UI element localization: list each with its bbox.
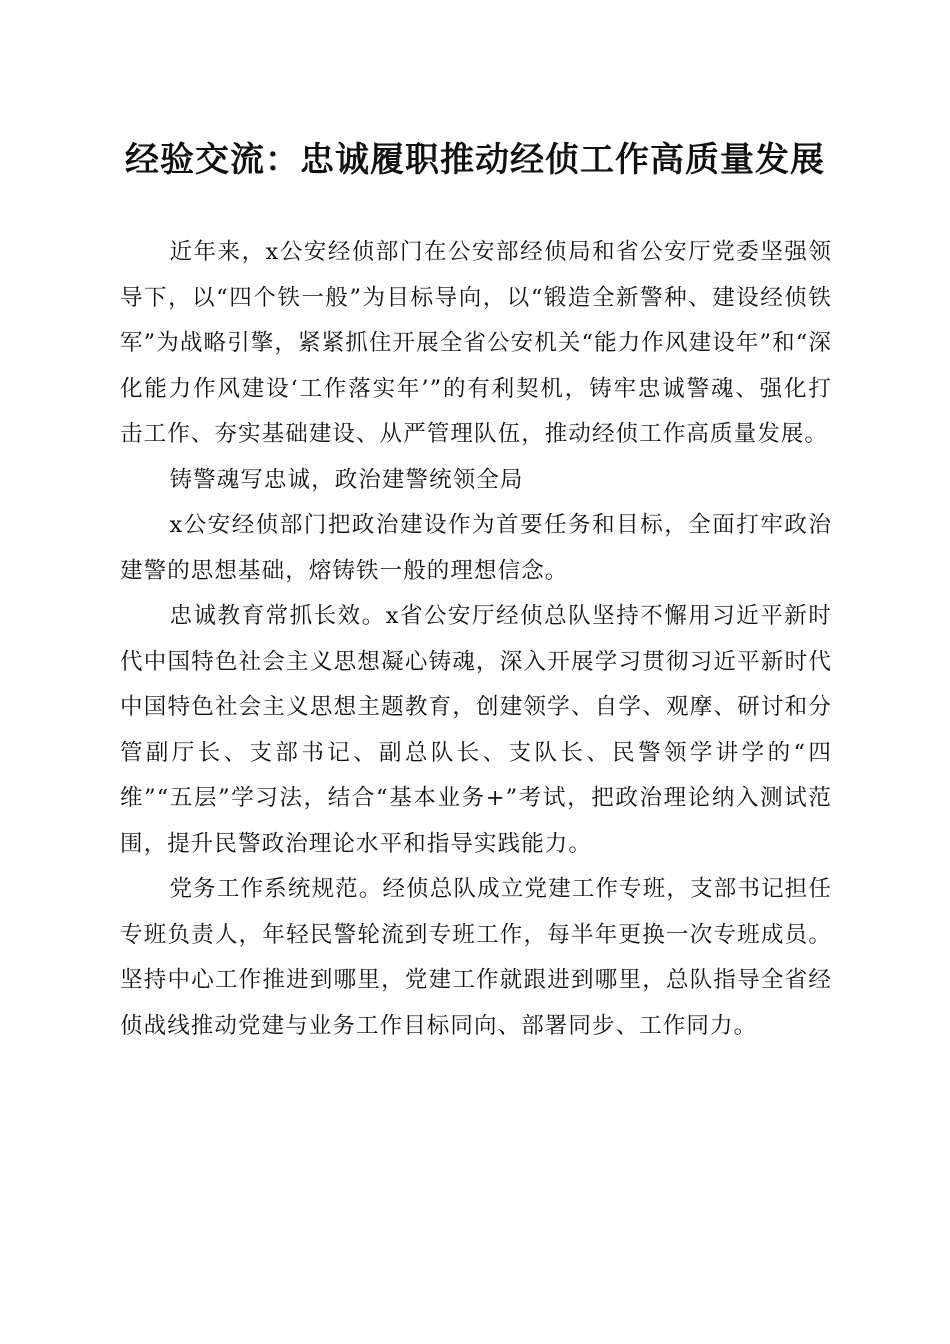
document-title: 经验交流：忠诚履职推动经侦工作高质量发展 [125, 140, 825, 180]
section-heading: 铸警魂写忠诚，政治建警统领全局 [169, 466, 524, 493]
intro-paragraph: 近年来，x公安经侦部门在公安部经侦局和省公安厅党委坚强领导下，以“四个铁一般”为目标导向，以“锻造全新警种、建设经侦铁军”为战略引擎，紧紧抓住开展全省公安机关“能力作风建设年”和“深化能力作风建设‘工作落实年’”的有利契机，铸牢忠诚警魂、强化打击工作、夯实基础建设、从严管理队伍，推动经侦工作高质量发展。 [120, 239, 832, 447]
document-body [120, 230, 832, 1049]
loyalty-education-paragraph: 忠诚教育常抓长效。x省公安厅经侦总队坚持不懈用习近平新时代中国特色社会主义思想凝心铸魂，深入开展学习贯彻习近平新时代中国特色社会主义思想主题教育，创建领学、自学、观摩、研讨和分管副厅长、支部书记、副总队长、支队长、民警领学讲学的“四维”“五层”学习法，结合“基本业务+”考试，把政治理论纳入测试范围，提升民警政治理论水平和指导实践能力。 [120, 603, 832, 857]
party-affairs-paragraph: 党务工作系统规范。经侦总队成立党建工作专班，支部书记担任专班负责人，年轻民警轮流到专班工作，每半年更换一次专班成员。坚持中心工作推进到哪里，党建工作就跟进到哪里，总队指导全省经侦战线推动党建与业务工作目标同向、部署同步、工作同力。 [120, 876, 832, 1039]
section-intro-paragraph: x公安经侦部门把政治建设作为首要任务和目标，全面打牢政治建警的思想基础，熔铸铁一般的理想信念。 [120, 512, 832, 584]
